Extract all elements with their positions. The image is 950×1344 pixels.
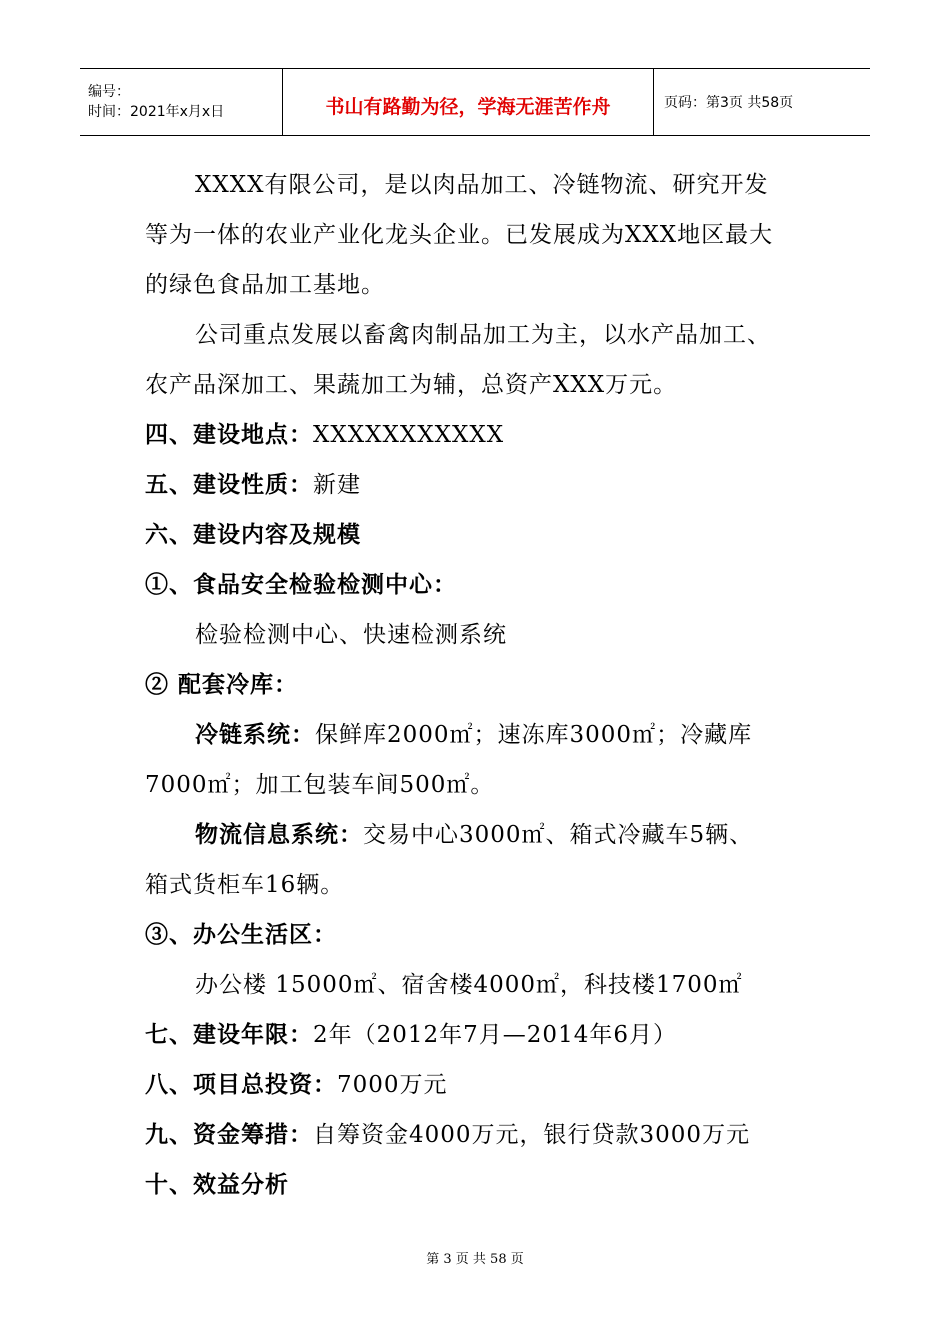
paragraph-line: XXXX有限公司，是以肉品加工、冷链物流、研究开发 — [195, 172, 769, 198]
header-left-cell — [80, 69, 282, 135]
header-motto: 书山有路勤为径，学海无涯苦作舟 — [325, 95, 611, 118]
section-construction-nature — [145, 460, 825, 510]
paragraph-line: 农产品深加工、果蔬加工为辅，总资产XXX万元。 — [145, 372, 678, 398]
paragraph-line: 7000㎡；加工包装车间500㎡。 — [145, 772, 495, 798]
section-label: 五、建设性质： — [145, 471, 313, 498]
document-time-label: 时间：2021年x月x日 — [88, 104, 225, 120]
document-body — [145, 160, 825, 1210]
subsection-label: 冷链系统： — [195, 721, 315, 748]
section-value: 2年（2012年7月—2014年6月） — [313, 1022, 677, 1048]
header-right-cell — [654, 69, 870, 135]
section-label: 七、建设年限： — [145, 1021, 313, 1048]
paragraph-line: 箱式货柜车16辆。 — [145, 872, 345, 898]
subsection-value: 保鲜库2000㎡；速冻库3000㎡；冷藏库 — [315, 722, 753, 748]
subsection-value: 交易中心3000㎡、箱式冷藏车5辆、 — [363, 822, 754, 848]
section-value: 自筹资金4000万元，银行贷款3000万元 — [313, 1122, 751, 1148]
paragraph-line: 的绿色食品加工基地。 — [145, 272, 385, 298]
paragraph-line: 公司重点发展以畜禽肉制品加工为主，以水产品加工、 — [195, 322, 771, 348]
document-number-label: 编号： — [88, 84, 130, 100]
section-total-investment — [145, 1060, 825, 1110]
header-page-label: 页码：第3页 共58页 — [664, 95, 794, 111]
section-value: 7000万元 — [337, 1072, 448, 1098]
section-construction-period — [145, 1010, 825, 1060]
subsection-label: 物流信息系统： — [195, 821, 363, 848]
section-construction-site — [145, 410, 825, 460]
logistics-line — [145, 810, 825, 860]
section-value: 新建 — [313, 472, 361, 498]
item-value: 检验检测中心、快速检测系统 — [195, 622, 507, 648]
header-motto-cell — [282, 69, 654, 135]
section-benefit-analysis: 十、效益分析 — [145, 1171, 289, 1198]
page-footer: 第 3 页 共 58 页 — [426, 1252, 524, 1267]
section-label: 四、建设地点： — [145, 421, 313, 448]
item-cold-storage: ② 配套冷库： — [145, 671, 299, 698]
item-food-safety-center: ①、食品安全检验检测中心： — [145, 571, 457, 598]
section-label: 九、资金筹措： — [145, 1121, 313, 1148]
section-construction-scope: 六、建设内容及规模 — [145, 521, 361, 548]
item-office-area: ③、办公生活区： — [145, 921, 337, 948]
item-value: 办公楼 15000㎡、宿舍楼4000㎡，科技楼1700㎡ — [195, 972, 743, 998]
paragraph-line: 等为一体的农业产业化龙头企业。已发展成为XXX地区最大 — [145, 222, 774, 248]
page-header — [80, 68, 870, 136]
section-funding — [145, 1110, 825, 1160]
cold-chain-line — [145, 710, 825, 760]
section-label: 八、项目总投资： — [145, 1071, 337, 1098]
section-value: XXXXXXXXXXX — [313, 422, 505, 448]
